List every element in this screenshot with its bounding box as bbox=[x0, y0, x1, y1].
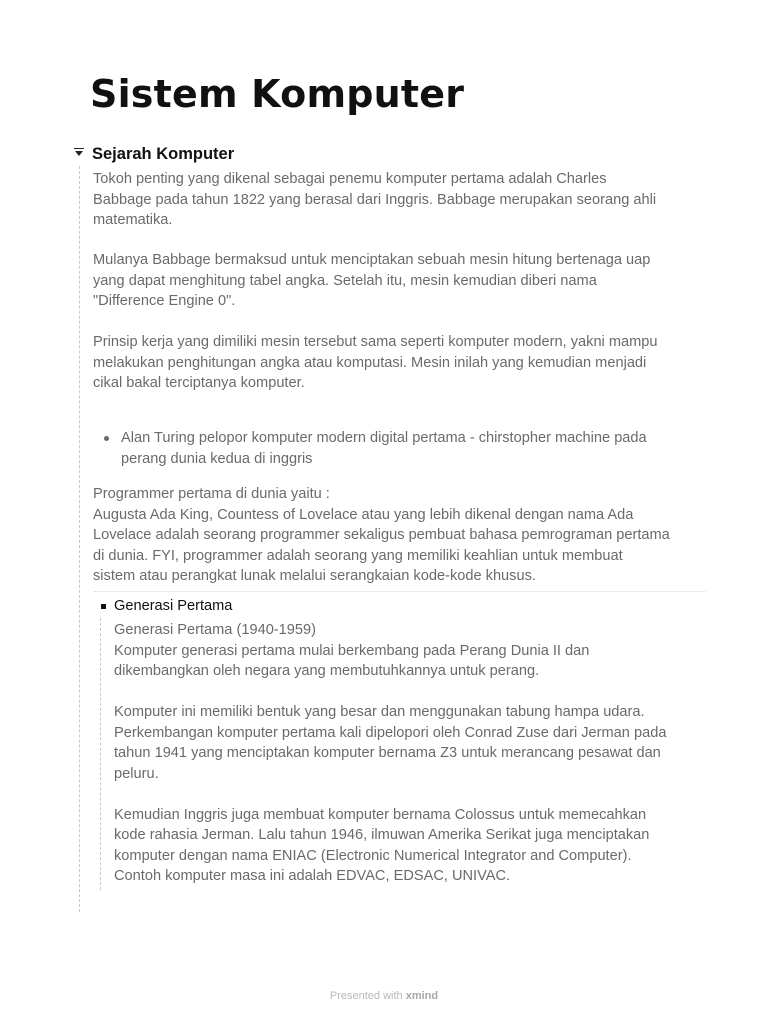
spacer bbox=[114, 682, 704, 703]
text-line: cikal bakal terciptanya komputer. bbox=[93, 375, 305, 391]
collapse-triangle-icon[interactable] bbox=[75, 151, 83, 156]
subtopic-header[interactable] bbox=[101, 598, 501, 618]
footer-prefix: Presented with bbox=[329, 990, 403, 1002]
text-line: matematika. bbox=[93, 212, 173, 228]
topic-title: Sejarah Komputer bbox=[92, 145, 235, 163]
topic-paragraph-3 bbox=[93, 332, 703, 394]
topic-guide-line bbox=[79, 166, 80, 912]
xmind-logo-text[interactable]: xmind bbox=[405, 990, 439, 1002]
text-line: perang dunia kedua di inggris bbox=[121, 450, 313, 467]
topic-header[interactable] bbox=[72, 144, 712, 166]
bullet-list bbox=[93, 428, 703, 469]
text-line: Lovelace adalah seorang programmer sekaligus pembuat bahasa pemrograman pertama bbox=[93, 527, 670, 543]
topic-paragraph-2 bbox=[93, 250, 703, 312]
text-line: Tokoh penting yang dikenal sebagai penemu komputer pertama adalah Charles bbox=[93, 171, 607, 187]
text-line: Komputer ini memiliki bentuk yang besar dan menggunakan tabung hampa udara. bbox=[114, 704, 645, 720]
text-line: komputer dengan nama ENIAC (Electronic Numerical Integrator and Computer). bbox=[114, 847, 632, 864]
text-line: Prinsip kerja yang dimiliki mesin tersebut sama seperti komputer modern, yakni mampu bbox=[93, 334, 658, 350]
topic-paragraph-1 bbox=[93, 169, 703, 231]
text-line: Perkembangan komputer pertama kali dipelopori oleh Conrad Zuse dari Jerman pada bbox=[114, 724, 667, 741]
subtopic-body bbox=[114, 620, 704, 887]
page-title: Sistem Komputer bbox=[90, 72, 465, 116]
bullet-dot-icon bbox=[104, 436, 109, 441]
square-bullet-icon bbox=[101, 604, 106, 609]
text-line: "Difference Engine 0". bbox=[93, 293, 236, 309]
text-line: dikembangkan oleh negara yang membutuhkannya untuk perang. bbox=[114, 663, 540, 679]
divider bbox=[94, 591, 706, 592]
text-line: peluru. bbox=[114, 765, 159, 782]
text-line: Kemudian Inggris juga membuat komputer bernama Colossus untuk memecahkan bbox=[114, 806, 647, 823]
text-line: yang dapat menghitung tabel angka. Setelah itu, mesin kemudian diberi nama bbox=[93, 272, 597, 289]
text-line: melakukan penghitungan angka atau komputasi. Mesin inilah yang kemudian menjadi bbox=[93, 354, 647, 371]
list-item bbox=[93, 428, 703, 469]
subtopic-guide-line bbox=[100, 618, 101, 890]
text-line: Komputer generasi pertama mulai berkembang pada Perang Dunia II dan bbox=[114, 642, 590, 659]
text-line: Alan Turing pelopor komputer modern digital pertama - chirstopher machine pada bbox=[121, 430, 647, 446]
programmer-note bbox=[93, 484, 703, 587]
text-line: di dunia. FYI, programmer adalah seorang yang memiliki keahlian untuk membuat bbox=[93, 547, 623, 564]
subtopic-title: Generasi Pertama bbox=[114, 598, 233, 614]
text-line: Programmer pertama di dunia yaitu : bbox=[93, 486, 330, 502]
text-line: kode rahasia Jerman. Lalu tahun 1946, ilmuwan Amerika Serikat juga menciptakan bbox=[114, 827, 650, 843]
text-line: Mulanya Babbage bermaksud untuk menciptakan sebuah mesin hitung bertenaga uap bbox=[93, 252, 651, 268]
text-line: Babbage pada tahun 1822 yang berasal dari Inggris. Babbage merupakan seorang ahli bbox=[93, 191, 657, 208]
text-line: Augusta Ada King, Countess of Lovelace atau yang lebih dikenal dengan nama Ada bbox=[93, 506, 634, 523]
spacer bbox=[114, 784, 704, 805]
text-line: Contoh komputer masa ini adalah EDVAC, EDSAC, UNIVAC. bbox=[114, 868, 511, 884]
outline-topic-sejarah-komputer bbox=[72, 144, 712, 884]
text-line: tahun 1941 yang menciptakan komputer bernama Z3 untuk merancang pesawat dan bbox=[114, 745, 661, 761]
text-line: sistem atau perangkat lunak melalui serangkaian kode-kode khusus. bbox=[93, 568, 536, 584]
footer-attribution bbox=[0, 990, 768, 1002]
text-line: Generasi Pertama (1940-1959) bbox=[114, 622, 316, 638]
